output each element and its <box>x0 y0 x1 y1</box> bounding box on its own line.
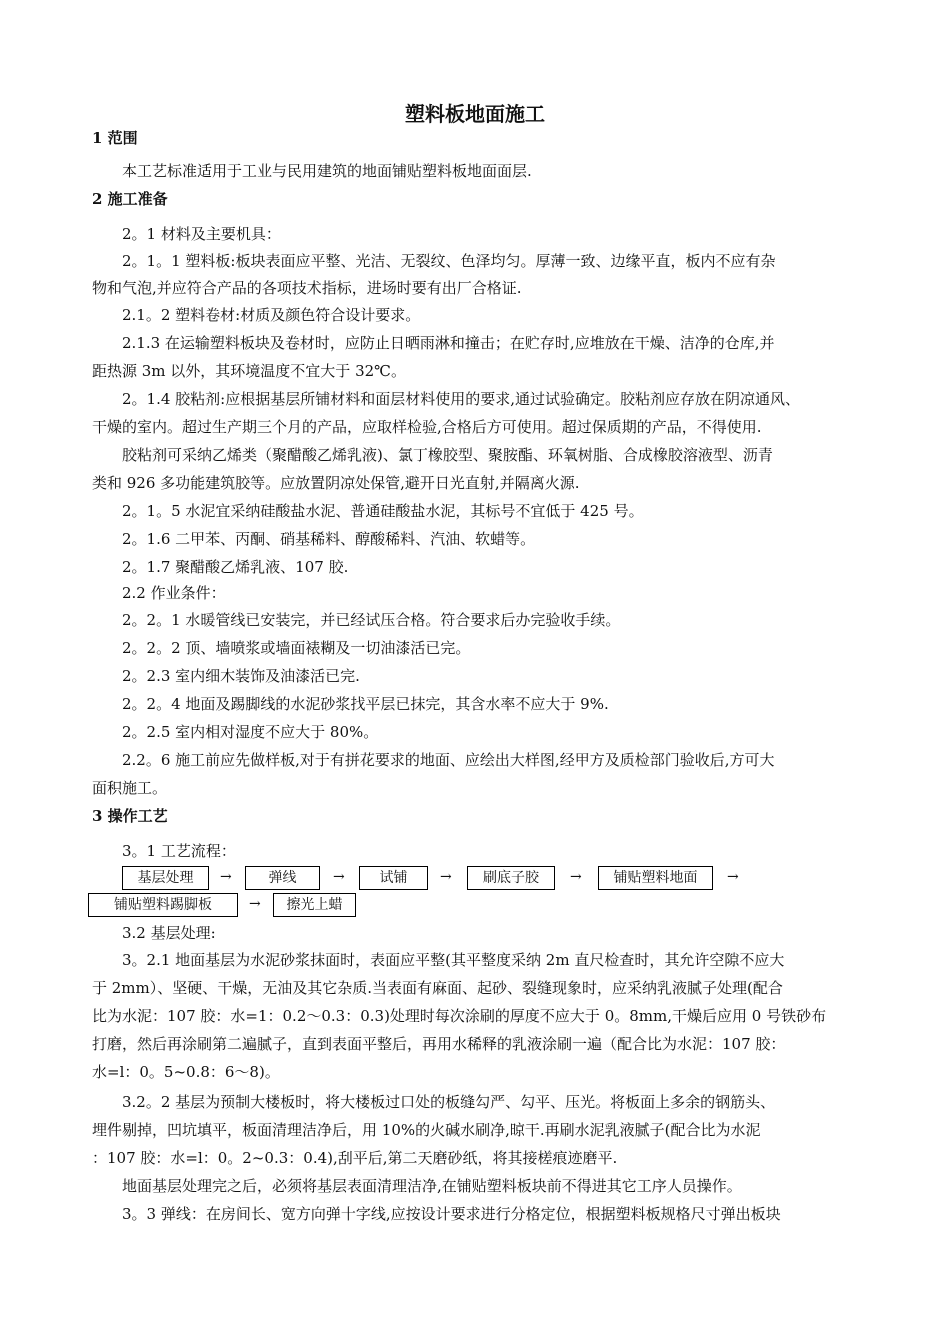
paragraph: 2.1.3 在运输塑料板块及卷材时，应防止日晒雨淋和撞击；在贮存时,应堆放在干燥、洁净的仓库,并 <box>122 334 775 352</box>
section-2-heading: 2 施工准备 <box>92 190 168 208</box>
paragraph: 2。2。1 水暖管线已安装完，并已经试压合格。符合要求后办完验收手续。 <box>122 611 621 629</box>
flow-step-primer: 刷底子胶 <box>467 866 555 890</box>
flow-step-base-treatment: 基层处理 <box>122 866 209 890</box>
document-title: 塑料板地面施工 <box>405 102 545 126</box>
paragraph: 埋件剔掉，凹坑填平，板面清理洁净后，用 10%的火碱水刷净,晾干.再刷水泥乳液腻子(配合比为水泥 <box>92 1121 761 1139</box>
paragraph: 比为水泥：107 胶：水=1：0.2～0.3：0.3)处理时每次涂刷的厚度不应大于 0。8mm,干燥后应用 0 号铁砂布 <box>92 1007 827 1025</box>
flow-arrow: → <box>727 869 739 885</box>
paragraph: ：107 胶：水=l：0。2~0.3：0.4),刮平后,第二天磨砂纸，将其接槎痕迹磨平. <box>92 1149 618 1167</box>
paragraph: 2。2.5 室内相对湿度不应大于 80%。 <box>122 723 379 741</box>
paragraph: 2。1.4 胶粘剂:应根据基层所铺材料和面层材料使用的要求,通过试验确定。胶粘剂应存放在阴凉通风、 <box>122 390 800 408</box>
paragraph: 3。3 弹线：在房间长、宽方向弹十字线,应按设计要求进行分格定位，根据塑料板规格尺寸弹出板块 <box>122 1205 781 1223</box>
paragraph: 2。1。1 塑料板:板块表面应平整、光洁、无裂纹、色泽均匀。厚薄一致、边缘平直，板内不应有杂 <box>122 252 776 270</box>
paragraph: 干燥的室内。超过生产期三个月的产品，应取样检验,合格后方可使用。超过保质期的产品，不得使用. <box>92 418 762 436</box>
flow-arrow: → <box>249 896 261 912</box>
paragraph: 胶粘剂可采纳乙烯类（聚醋酸乙烯乳液)、氯丁橡胶型、聚胺酯、环氧树脂、合成橡胶溶液型、沥青 <box>122 446 773 464</box>
paragraph: 地面基层处理完之后，必须将基层表面清理洁净,在铺贴塑料板块前不得进其它工序人员操作。 <box>122 1177 742 1195</box>
flow-arrow: → <box>220 869 232 885</box>
paragraph: 于 2mm）、坚硬、干燥，无油及其它杂质.当表面有麻面、起砂、裂缝现象时，应采纳乳液腻子处理(配合 <box>92 979 783 997</box>
paragraph: 类和 926 多功能建筑胶等。应放置阴凉处保管,避开日光直射,并隔离火源. <box>92 474 580 492</box>
paragraph: 2。1 材料及主要机具： <box>122 225 281 243</box>
paragraph: 水=l：0。5~0.8：6～8)。 <box>92 1063 280 1081</box>
flow-step-polish-wax: 擦光上蜡 <box>273 893 356 917</box>
paragraph: 2.2。6 施工前应先做样板,对于有拼花要求的地面、应绘出大样图,经甲方及质检部门验收后,方可大 <box>122 751 775 769</box>
paragraph: 3。1 工艺流程： <box>122 842 236 860</box>
paragraph: 3.2。2 基层为预制大楼板时，将大楼板过口处的板缝勾严、勾平、压光。将板面上多余的钢筋头、 <box>122 1093 776 1111</box>
paragraph: 距热源 3m 以外，其环境温度不宜大于 32℃。 <box>92 362 406 380</box>
paragraph: 物和气泡,并应符合产品的各项技术指标，进场时要有出厂合格证. <box>92 279 522 297</box>
paragraph: 3.2 基层处理: <box>122 924 216 942</box>
paragraph: 2.2 作业条件： <box>122 584 226 602</box>
paragraph: 3。2.1 地面基层为水泥砂浆抹面时，表面应平整(其平整度采纳 2m 直尺检查时，其允许空隙不应大 <box>122 951 785 969</box>
flow-arrow: → <box>440 869 452 885</box>
flow-step-snap-line: 弹线 <box>245 866 320 890</box>
section-3-heading: 3 操作工艺 <box>92 807 168 825</box>
paragraph: 2。1。5 水泥宜采纳硅酸盐水泥、普通硅酸盐水泥，其标号不宜低于 425 号。 <box>122 502 644 520</box>
paragraph: 2。2.3 室内细木装饰及油漆活已完. <box>122 667 360 685</box>
paragraph: 2。1.7 聚醋酸乙烯乳液、107 胶. <box>122 558 349 576</box>
paragraph: 2。1.6 二甲苯、丙酮、硝基稀料、醇酸稀料、汽油、软蜡等。 <box>122 530 536 548</box>
paragraph: 本工艺标准适用于工业与民用建筑的地面铺贴塑料板地面面层. <box>122 162 532 180</box>
flow-step-trial-laying: 试铺 <box>359 866 428 890</box>
flow-step-lay-skirting: 铺贴塑料踢脚板 <box>88 893 238 917</box>
paragraph: 面积施工。 <box>92 779 168 797</box>
flow-step-lay-plastic-floor: 铺贴塑料地面 <box>598 866 713 890</box>
paragraph: 2。2。4 地面及踢脚线的水泥砂浆找平层已抹完，其含水率不应大于 9%. <box>122 695 609 713</box>
paragraph: 打磨，然后再涂刷第二遍腻子，直到表面平整后，再用水稀释的乳液涂刷一遍（配合比为水泥：107 胶： <box>92 1035 786 1053</box>
paragraph: 2。2。2 顶、墙喷浆或墙面裱糊及一切油漆活已完。 <box>122 639 471 657</box>
flow-arrow: → <box>570 869 582 885</box>
flow-arrow: → <box>333 869 345 885</box>
section-1-heading: 1 范围 <box>92 129 138 147</box>
paragraph: 2.1。2 塑料卷材:材质及颜色符合设计要求。 <box>122 306 421 324</box>
